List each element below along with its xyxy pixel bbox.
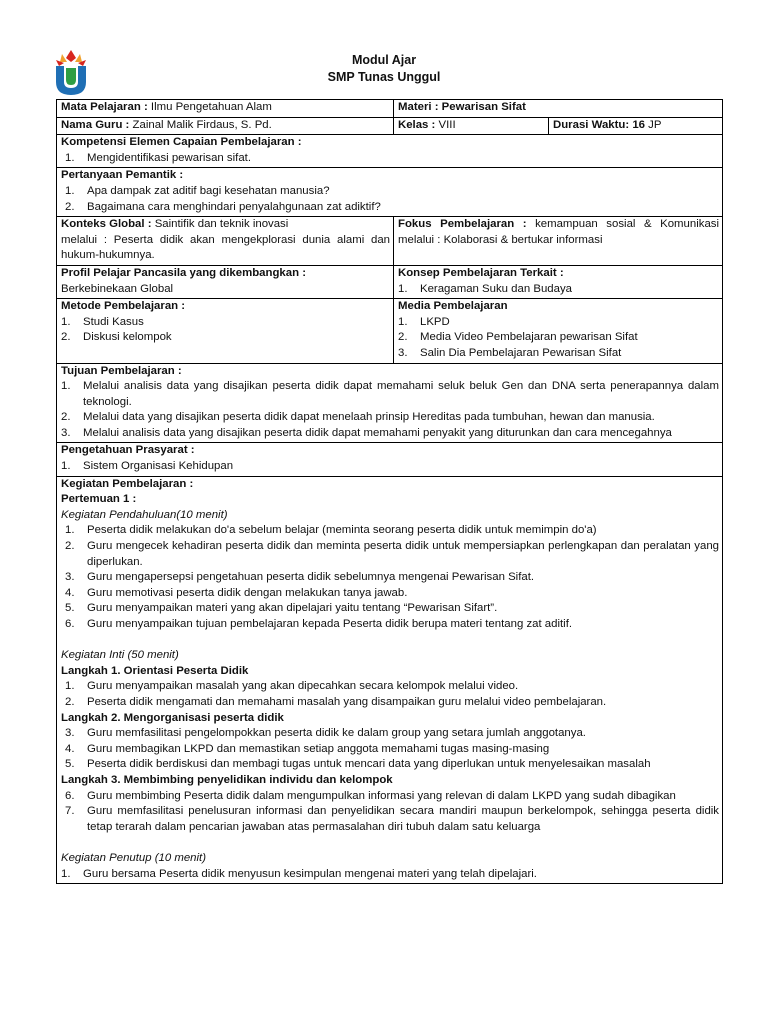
profil-title: Profil Pelajar Pancasila yang dikembangkan : — [61, 266, 306, 279]
profil-value: Berkebinekaan Global — [61, 282, 174, 295]
row-metode-media — [57, 299, 723, 363]
cell-profil — [57, 265, 394, 298]
cell-media — [394, 299, 723, 363]
tujuan-title: Tujuan Pembelajaran : — [61, 364, 182, 377]
list-item: 3. Melalui analisis data yang disajikan peserta didik dapat memahami penyakit yang diturunkan dan cara mencegahnya — [61, 426, 672, 439]
list-item: 1. Keragaman Suku dan Budaya — [398, 282, 572, 295]
list-item: 3. Guru memfasilitasi pengelompokkan peserta didik ke dalam group yang setara jumlah anggotanya. — [65, 727, 586, 740]
langkah3-list — [61, 789, 719, 836]
pemantik-title: Pertanyaan Pemantik : — [61, 169, 184, 182]
mapel-value: Ilmu Pengetahuan Alam — [150, 101, 272, 113]
row-kompetensi — [57, 135, 723, 168]
langkah1-title: Langkah 1. Orientasi Peserta Didik — [61, 664, 249, 677]
pendahuluan-list — [61, 523, 719, 632]
modul-table — [56, 99, 723, 884]
list-item: 2. Media Video Pembelajaran pewarisan Sifat — [398, 331, 638, 344]
kelas-label: Kelas : — [398, 118, 436, 131]
cell-materi — [394, 100, 723, 118]
school-name: SMP Tunas Unggul — [327, 70, 441, 84]
inti-title: Kegiatan Inti (50 menit) — [61, 649, 179, 662]
fokus-value: kemampuan sosial & Komunikasi — [535, 218, 719, 231]
fokus-label: Fokus Pembelajaran : — [398, 218, 527, 231]
langkah2-list — [61, 726, 719, 773]
langkah1-list — [61, 679, 719, 710]
list-item: 1. Melalui analisis data yang disajikan peserta didik dapat memahami seluk beluk Gen dan DNA serta penerapannya dalam teknologi. — [61, 380, 719, 408]
list-item: 5. Peserta didik berdiskusi dan membagi tugas untuk mencari data yang diperlukan untuk menyelesaikan masalah — [65, 758, 651, 771]
list-item: 2. Melalui data yang disajikan peserta didik dapat menelaah prinsip Hereditas pada tumbuhan, hewan dan manusia. — [61, 411, 655, 424]
media-title: Media Pembelajaran — [398, 300, 508, 313]
row-mapel — [57, 100, 723, 118]
guru-value: Zainal Malik Firdaus, S. Pd. — [132, 118, 272, 131]
list-item: 1. Peserta didik melakukan do'a sebelum belajar (meminta seorang peserta didik untuk memimpin do'a) — [65, 524, 597, 537]
kelas-value: VIII — [438, 118, 456, 131]
konteks-label: Konteks Global : — [61, 218, 152, 231]
list-item: 1. LKPD — [398, 315, 450, 328]
row-konteks-fokus — [57, 217, 723, 266]
guru-label: Nama Guru : — [61, 118, 130, 131]
row-guru — [57, 117, 723, 135]
list-item: 1. Guru menyampaikan masalah yang akan dipecahkan secara kelompok melalui video. — [65, 680, 519, 693]
cell-metode — [57, 299, 394, 363]
cell-kelas — [394, 117, 549, 135]
cell-guru — [57, 117, 394, 135]
prasyarat-list — [61, 459, 719, 475]
cell-konsep — [394, 265, 723, 298]
list-item: 4. Guru membagikan LKPD dan memastikan setiap anggota memahami tugas masing-masing — [65, 742, 550, 755]
list-item: 4. Guru memotivasi peserta didik dengan melakukan tanya jawab. — [65, 586, 408, 599]
list-item: 6. Guru menyampaikan tujuan pembelajaran kepada Peserta didik berupa materi tentang zat aditif. — [65, 618, 573, 630]
list-item: 3. Salin Dia Pembelajaran Pewarisan Sifat — [398, 346, 622, 359]
row-profil-konsep — [57, 265, 723, 298]
row-prasyarat — [57, 443, 723, 476]
list-item: 2. Peserta didik mengamati dan memahami masalah yang disampaikan guru melalui video pembelajaran. — [65, 695, 607, 708]
cell-konteks — [57, 217, 394, 266]
langkah2-title: Langkah 2. Mengorganisasi peserta didik — [61, 711, 284, 724]
konsep-title: Konsep Pembelajaran Terkait : — [398, 266, 564, 279]
doc-title: Modul Ajar — [351, 53, 417, 67]
cell-fokus — [394, 217, 723, 266]
mapel-label: Mata Pelajaran : — [61, 101, 148, 113]
penutup-list — [61, 867, 719, 883]
penutup-title: Kegiatan Penutup (10 menit) — [61, 851, 207, 864]
list-item: 7. Guru memfasilitasi penelusuran informasi dan penyelidikan secara mandiri maupun berkelompok, sehingga peserta didik tetap terarah dalam pencarian jawaban atas permasalahan diri tubuh dalam satu keluarga — [65, 805, 719, 833]
list-item: 1. Sistem Organisasi Kehidupan — [61, 460, 234, 473]
row-kegiatan — [57, 476, 723, 883]
langkah3-title: Langkah 3. Membimbing penyelidikan individu dan kelompok — [61, 773, 393, 786]
kompetensi-title: Kompetensi Elemen Capaian Pembelajaran : — [61, 136, 302, 149]
pertemuan-title: Pertemuan 1 : — [61, 493, 137, 506]
list-item: 2. Bagaimana cara menghindari penyalahgunaan zat adiktif? — [65, 200, 381, 213]
list-item: 1. Studi Kasus — [61, 315, 144, 328]
durasi-label: Durasi Waktu: 16 — [553, 118, 645, 131]
konsep-list — [398, 282, 719, 298]
kompetensi-list — [61, 151, 719, 167]
prasyarat-title: Pengetahuan Prasyarat : — [61, 444, 195, 457]
cell-mapel — [57, 100, 394, 118]
row-tujuan — [57, 363, 723, 443]
list-item: 1. Apa dampak zat aditif bagi kesehatan manusia? — [65, 184, 330, 197]
konteks-line2: melalui : Peserta didik akan mengekplorasi dunia alami dan hukum-hukumnya. — [61, 233, 390, 262]
media-list — [398, 315, 719, 362]
row-pemantik — [57, 168, 723, 217]
list-item: 5. Guru menyampaikan materi yang akan dipelajari yaitu tentang “Pewarisan Sifart”. — [65, 602, 498, 615]
list-item: 2. Guru mengecek kehadiran peserta didik dan meminta peserta didik untuk mempersiapkan perlengkapan dan peralatan yang diperlukan. — [65, 540, 719, 568]
document-header — [0, 52, 768, 86]
list-item: 3. Guru mengapersepsi pengetahuan peserta didik sebelumnya mengenai Pewarisan Sifat. — [65, 571, 535, 584]
fokus-line2: melalui : Kolaborasi & bertukar informasi — [398, 233, 603, 246]
metode-title: Metode Pembelajaran : — [61, 300, 186, 313]
list-item: 1. Guru bersama Peserta didik menyusun kesimpulan mengenai materi yang telah dipelajari. — [61, 867, 537, 880]
list-item: 1. Mengidentifikasi pewarisan sifat. — [65, 151, 251, 164]
list-item: 2. Diskusi kelompok — [61, 331, 172, 344]
list-item: 6. Guru membimbing Peserta didik dalam mengumpulkan informasi yang relevan di dalam LKPD yang sudah dibagikan — [65, 789, 676, 802]
cell-durasi — [549, 117, 723, 135]
pendahuluan-title: Kegiatan Pendahuluan(10 menit) — [61, 508, 228, 521]
durasi-unit: JP — [648, 118, 662, 131]
konteks-value: Saintifik dan teknik inovasi — [154, 218, 289, 231]
tujuan-list — [61, 379, 719, 441]
kegiatan-title: Kegiatan Pembelajaran : — [61, 477, 194, 490]
metode-list — [61, 315, 390, 346]
pemantik-list — [61, 184, 719, 215]
materi-label: Materi : Pewarisan Sifat — [398, 101, 526, 113]
